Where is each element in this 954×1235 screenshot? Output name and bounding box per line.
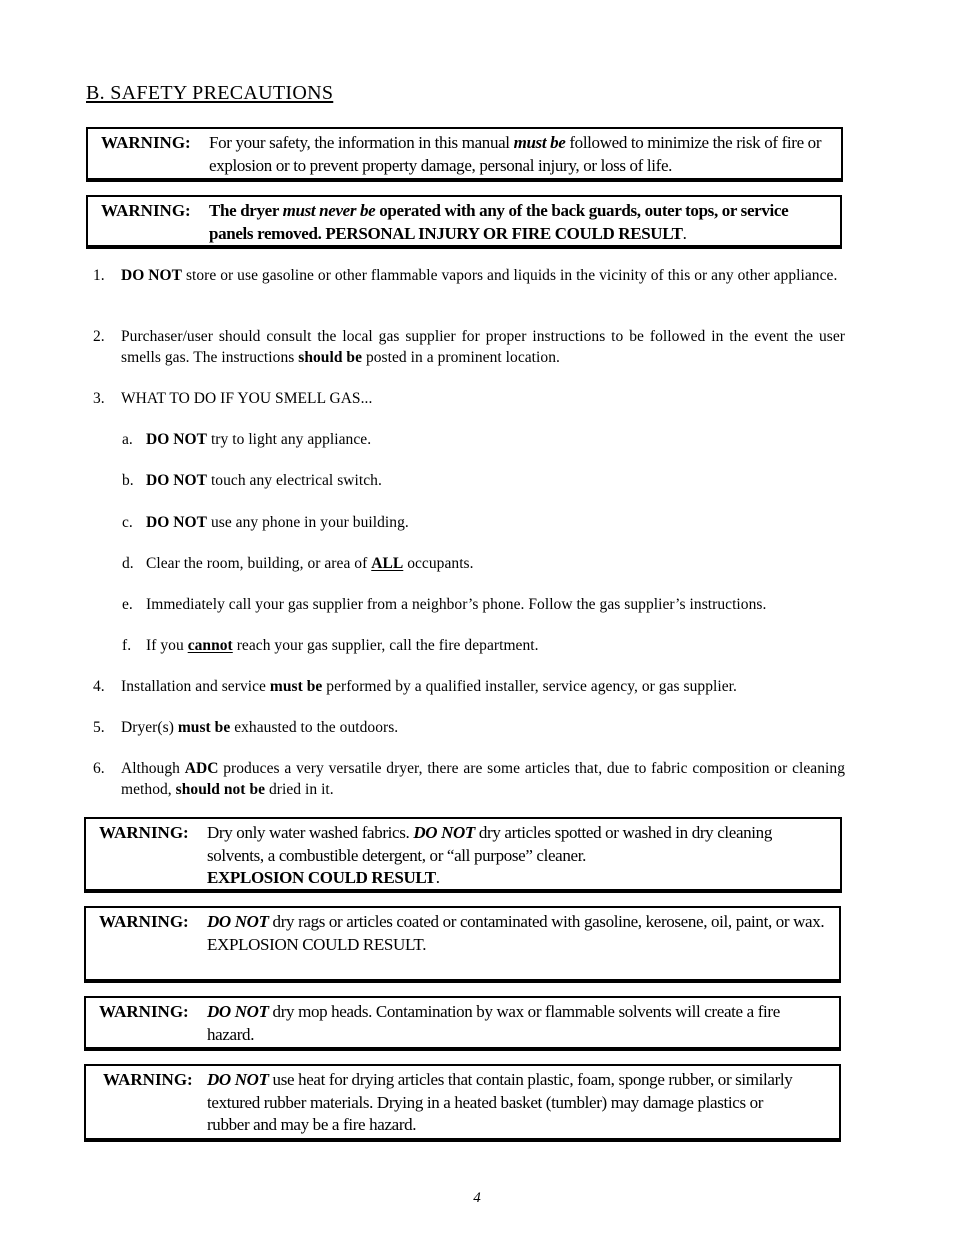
item-number: 2. [93,328,105,345]
text-run: try to light any appliance. [207,431,372,448]
text-run: use any phone in your building. [207,514,409,531]
text-run: DO NOT [146,431,208,448]
text-run: DO NOT [121,267,183,284]
text-run: DO NOT [207,912,269,931]
text-run: DO NOT [207,1070,269,1089]
text-run: reach your gas supplier, call the fire department. [232,637,539,654]
section-heading: B. SAFETY PRECAUTIONS [86,82,334,104]
text-run: must be [177,719,231,736]
text-run: touch any electrical switch. [207,472,382,489]
text-run: should not be [175,781,266,798]
text-run: must never be [282,201,376,220]
text-run: produces a very versatile dryer, there are some articles that, due to fabric composition or cleaning method, [121,760,845,798]
text-run: posted in a prominent location. [362,349,560,366]
item-text [121,265,845,286]
item-number: 4. [93,678,105,695]
text-run: must be [269,678,323,695]
text-run: operated with any of the back guards, outer tops, or service panels removed. PERSONAL INJURY OR FIRE COULD RESULT [209,201,789,243]
warning-label: WARNING: [101,133,191,152]
text-run: DO NOT [207,1002,269,1021]
text-run: Installation and service [121,678,270,695]
text-run: The dryer [209,201,283,220]
warning-text [207,822,780,890]
warning-text [209,200,828,245]
warning-box-rags [84,906,841,981]
text-run: Dryer(s) [121,719,178,736]
item-number: 6. [93,760,105,777]
warning-text [207,1001,827,1046]
text-run: DO NOT [146,472,208,489]
text-run: If you [146,637,188,654]
warning-label: WARNING: [99,1002,189,1021]
text-run: use heat for drying articles that contain plastic, foam, sponge rubber, or similarly textured rubber materials. Drying in a heated basket (tumbler) may damage plastics or rubber and may be a fire hazard. [207,1070,793,1134]
text-run: occupants. [403,555,474,572]
item-number: 3. [93,390,105,407]
text-run: Immediately call your gas supplier from a neighbor’s phone. Follow the gas supplier’s instructions. [146,596,767,613]
text-run: DO NOT [146,514,208,531]
warning-label: WARNING: [99,912,189,931]
text-run: Purchaser/user should consult the local gas supplier for proper instructions to be followed in the event the user smells gas. The instructions [121,328,845,366]
text-run: DO NOT [413,823,475,842]
text-run: . [682,223,687,243]
text-run: Dry only water washed fabrics. [207,823,414,842]
text-run: dry rags or articles coated or contaminated with gasoline, kerosene, oil, paint, or wax. [268,912,825,931]
item-letter: b. [122,472,134,489]
text-run: store or use gasoline or other flammable vapors and liquids in the vicinity of this or any other appliance. [182,267,838,284]
warning-box-plastics [84,1064,841,1140]
warning-box-safety [86,127,843,180]
warning-label: WARNING: [103,1070,193,1089]
warning-box-guards [86,195,842,247]
text-run: followed to minimize the risk of fire or explosion or to prevent property damage, personal injury, or loss of life. [209,133,822,175]
text-run: dried in it. [265,781,334,798]
text-run: dry articles spotted or washed in dry cleaning solvents, a combustible detergent, or “all purpose” cleaner. [207,823,772,865]
page-number: 4 [473,1190,481,1206]
text-run: performed by a qualified installer, service agency, or gas supplier. [322,678,737,695]
text-run: For your safety, the information in this manual [209,133,514,152]
text-run: Clear the room, building, or area of [146,555,372,572]
warning-label: WARNING: [101,201,191,220]
item-number: 1. [93,267,105,284]
item-text [146,635,844,656]
text-run: cannot [187,637,233,654]
text-run: exhausted to the outdoors. [230,719,399,736]
item-text [121,676,845,697]
item-text [146,429,844,450]
warning-text [207,1069,809,1137]
text-run: EXPLOSION COULD RESULT [207,868,436,887]
warning-label: WARNING: [99,823,189,842]
item-letter: d. [122,555,134,572]
item-text [146,512,844,533]
item-letter: e. [122,596,133,613]
item-text [121,717,845,738]
text-run: ALL [371,555,404,572]
text-run: ADC [184,760,219,777]
warning-text [209,132,829,177]
text-run: should be [298,349,363,366]
warning-text [207,911,827,956]
item-text [146,594,844,615]
warning-box-solvents [84,817,842,891]
text-run: EXPLOSION COULD RESULT. [207,934,427,954]
item-number: 5. [93,719,105,736]
item-text [121,758,845,800]
item-letter: a. [122,431,133,448]
text-run: Although [121,760,185,777]
item-letter: f. [122,637,132,654]
item-letter: c. [122,514,133,531]
warning-box-mop-heads [84,996,841,1049]
item-text [121,326,845,368]
text-run: dry mop heads. Contamination by wax or flammable solvents will create a fire hazard. [207,1002,780,1044]
item-text [146,470,844,491]
text-run: WHAT TO DO IF YOU SMELL GAS... [121,390,373,407]
text-run: must be [513,133,566,152]
item-text [146,553,844,574]
item-text [121,388,845,409]
text-run: . [435,868,440,887]
